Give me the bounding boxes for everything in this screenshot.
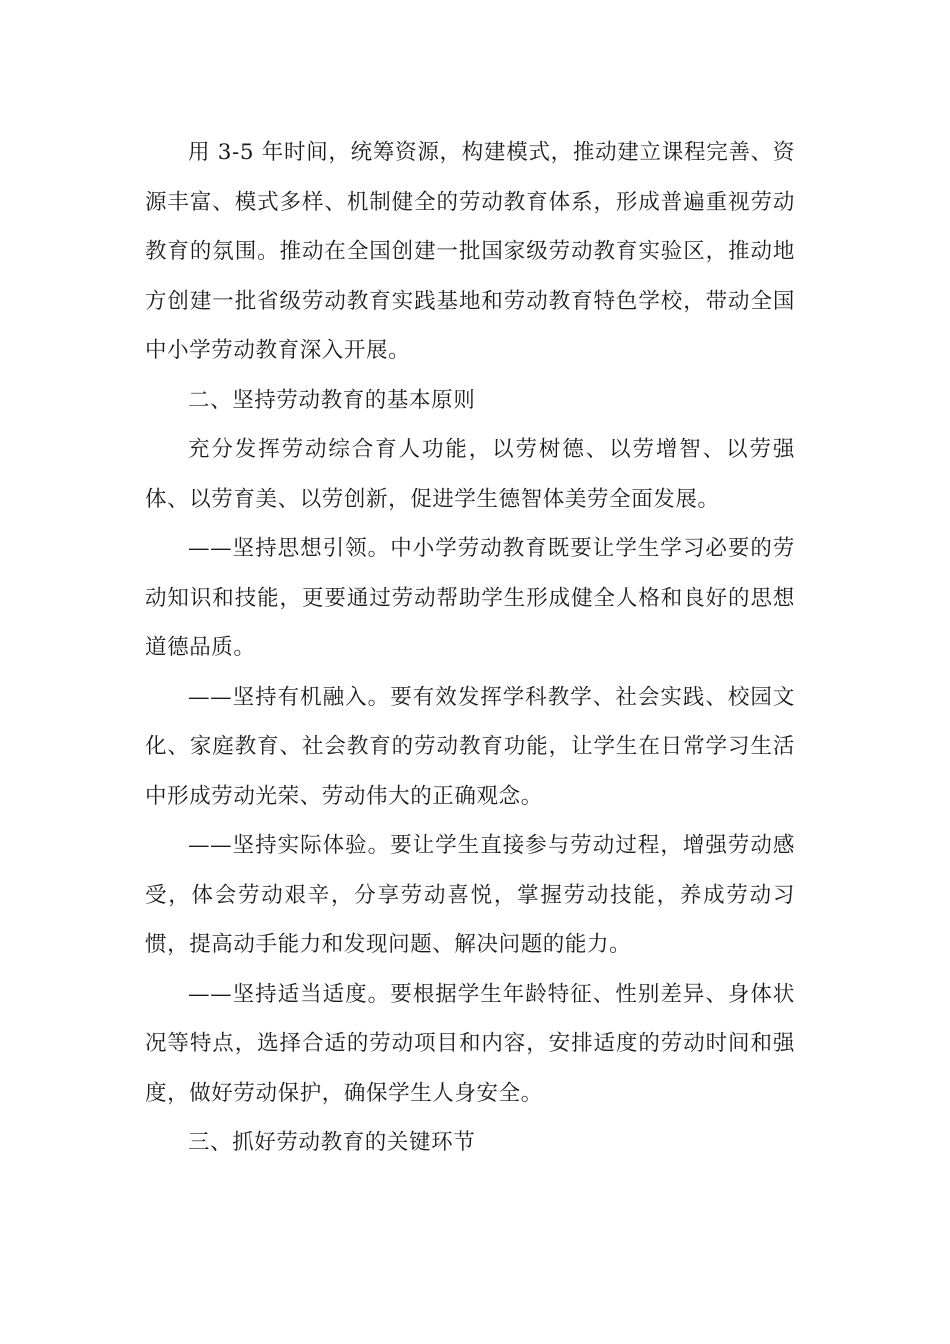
text-line: ——坚持实际体验。要让学生直接参与劳动过程，增强劳动感 (188, 833, 795, 858)
text-line: 化、家庭教育、社会教育的劳动教育功能，让学生在日常学习生活 (145, 734, 795, 759)
text-line: 用 3-5 年时间，统筹资源，构建模式，推动建立课程完善、资 (188, 140, 795, 165)
document-body (145, 128, 795, 1168)
text-line: 源丰富、模式多样、机制健全的劳动教育体系，形成普遍重视劳动 (145, 189, 795, 215)
text-line: 道德品质。 (145, 635, 256, 660)
text-line: ——坚持适当适度。要根据学生年龄特征、性别差异、身体状 (188, 981, 795, 1007)
text-line: 充分发挥劳动综合育人功能，以劳树德、以劳增智、以劳强体、 (145, 437, 795, 512)
text-line: 提高动手能力和发现问题、解决问题的能力。 (189, 932, 632, 957)
text-line: ——坚持思想引领。中小学劳动教育既要让学生学习必要的劳 (188, 536, 795, 561)
heading-text: 二、坚持劳动教育的基本原则 (188, 387, 476, 413)
text-line: 中形成劳动光荣、劳动伟大的正确观念。 (145, 783, 543, 809)
text-line: 况等特点，选择合适的劳动项目和内容，安排适度的劳动时间和强 (145, 1031, 795, 1056)
heading-text: 三、抓好劳动教育的关键环节 (188, 1130, 476, 1155)
paragraph-principle-experience (145, 821, 795, 970)
text-line: 中小学劳动教育深入开展。 (145, 338, 411, 363)
text-line: 动知识和技能，更要通过劳动帮助学生形成健全人格和良好的思想 (145, 585, 795, 611)
section-heading-3 (145, 1118, 795, 1168)
paragraph-goals (145, 128, 795, 376)
text-line: 度，做好劳动保护，确保学生人身安全。 (145, 1080, 543, 1106)
paragraph-principle-moderation (145, 970, 795, 1119)
text-line: 方创建一批省级劳动教育实践基地和劳动教育特色学校，带动全国 (145, 288, 795, 314)
section-heading-2 (145, 376, 795, 426)
text-line: 受，体会劳动艰辛，分享劳动喜悦，掌握劳动技能，养成劳动习惯， (145, 882, 795, 957)
text-line: ——坚持有机融入。要有效发挥学科教学、社会实践、校园文 (188, 684, 795, 710)
paragraph-principle-guidance (145, 524, 795, 673)
paragraph-principles-intro (145, 425, 795, 524)
text-line: 以劳育美、以劳创新，促进学生德智体美劳全面发展。 (189, 486, 720, 512)
text-line: 教育的氛围。推动在全国创建一批国家级劳动教育实验区，推动地 (145, 239, 795, 264)
paragraph-principle-integration (145, 673, 795, 822)
